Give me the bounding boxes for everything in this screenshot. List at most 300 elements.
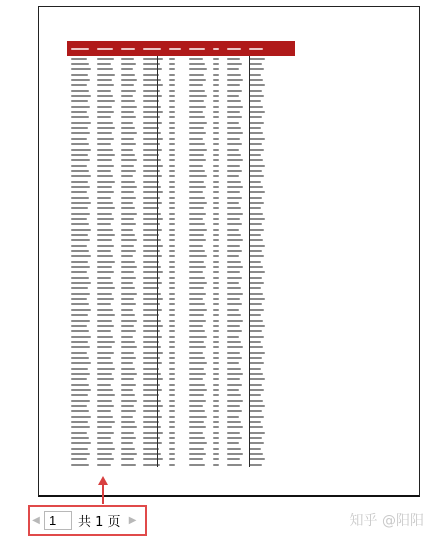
table-cell xyxy=(189,410,205,412)
table-cell xyxy=(227,437,242,439)
table-cell xyxy=(169,352,175,354)
table-cell xyxy=(71,74,88,76)
table-cell xyxy=(189,250,205,252)
table-cell xyxy=(189,143,205,145)
table-cell xyxy=(227,282,239,284)
table-cell xyxy=(97,437,111,439)
table-cell xyxy=(71,282,91,284)
table-cell xyxy=(249,170,262,172)
table-cell xyxy=(121,271,134,273)
table-cell xyxy=(249,90,262,92)
table-cell xyxy=(169,394,175,396)
table-cell xyxy=(249,378,265,380)
table-cell xyxy=(189,458,203,460)
table-cell xyxy=(121,384,136,386)
table-cell xyxy=(143,165,163,167)
table-header-row xyxy=(67,41,295,56)
table-cell xyxy=(97,453,112,455)
table-cell xyxy=(249,330,262,332)
table-cell xyxy=(249,357,262,359)
table-cell xyxy=(227,287,241,289)
table-cell xyxy=(213,266,219,268)
header-cell xyxy=(71,48,89,50)
table-cell xyxy=(121,293,137,295)
table-cell xyxy=(121,229,133,231)
table-cell xyxy=(71,400,90,402)
table-cell xyxy=(189,277,205,279)
table-cell xyxy=(227,149,239,151)
table-cell xyxy=(97,410,111,412)
table-cell xyxy=(249,255,264,257)
table-cell xyxy=(97,181,115,183)
table-cell xyxy=(213,154,219,156)
table-cell xyxy=(227,138,240,140)
table-cell xyxy=(121,154,135,156)
table-cell xyxy=(71,416,91,418)
table-cell xyxy=(169,186,175,188)
table-cell xyxy=(249,250,262,252)
table-cell xyxy=(249,100,261,102)
table-cell xyxy=(227,464,242,466)
table-cell xyxy=(227,213,243,215)
page-navigator xyxy=(28,505,147,536)
table-cell xyxy=(97,309,113,311)
table-cell xyxy=(227,111,240,113)
table-cell xyxy=(71,261,88,263)
table-cell xyxy=(227,277,242,279)
table-cell xyxy=(169,79,175,81)
table-cell xyxy=(249,132,263,134)
table-cell xyxy=(249,213,263,215)
table-cell xyxy=(189,266,206,268)
page-number-input[interactable] xyxy=(44,511,72,530)
table-cell xyxy=(121,245,134,247)
table-cell xyxy=(121,277,136,279)
table-cell xyxy=(189,90,205,92)
table-cell xyxy=(169,111,175,113)
table-cell xyxy=(169,170,175,172)
table-cell xyxy=(227,170,242,172)
table-cell xyxy=(143,293,161,295)
table-cell xyxy=(121,357,136,359)
table-cell xyxy=(213,389,219,391)
table-cell xyxy=(189,165,203,167)
table-cell xyxy=(227,132,243,134)
table-cell xyxy=(71,202,91,204)
table-cell xyxy=(189,341,204,343)
table-cell xyxy=(71,68,91,70)
table-cell xyxy=(97,255,113,257)
table-cell xyxy=(189,261,204,263)
table-cell xyxy=(249,464,262,466)
table-cell xyxy=(121,448,135,450)
table-cell xyxy=(189,154,204,156)
table-cell xyxy=(97,245,114,247)
table-cell xyxy=(189,79,206,81)
table-cell xyxy=(71,437,89,439)
table-cell xyxy=(121,421,135,423)
table-cell xyxy=(169,218,175,220)
table-cell xyxy=(71,314,88,316)
header-cell xyxy=(189,48,205,50)
table-cell xyxy=(189,293,206,295)
table-cell xyxy=(213,464,219,466)
table-cell xyxy=(249,325,265,327)
table-cell xyxy=(97,207,115,209)
table-cell xyxy=(213,384,219,386)
table-cell xyxy=(169,325,175,327)
table-cell xyxy=(213,143,219,145)
table-cell xyxy=(97,218,114,220)
table-cell xyxy=(249,79,263,81)
table-cell xyxy=(169,229,175,231)
table-cell xyxy=(169,106,175,108)
chevron-right-icon[interactable]: ▶ xyxy=(128,515,137,526)
table-cell xyxy=(213,245,219,247)
table-cell xyxy=(169,448,175,450)
table-cell xyxy=(71,79,90,81)
table-cell xyxy=(143,122,162,124)
table-cell xyxy=(169,293,175,295)
table-cell xyxy=(189,362,207,364)
table-cell xyxy=(249,116,262,118)
table-cell xyxy=(189,234,204,236)
table-cell xyxy=(143,159,161,161)
table-cell xyxy=(97,432,114,434)
table-cell xyxy=(249,453,263,455)
table-cell xyxy=(249,405,265,407)
table-cell xyxy=(169,416,175,418)
table-cell xyxy=(71,336,91,338)
table-cell xyxy=(227,122,239,124)
table-cell xyxy=(213,346,219,348)
table-cell xyxy=(71,410,89,412)
table-cell xyxy=(189,159,206,161)
table-cell xyxy=(213,314,219,316)
table-cell xyxy=(249,389,264,391)
table-cell xyxy=(189,464,205,466)
table-cell xyxy=(213,432,219,434)
table-cell xyxy=(169,127,175,129)
table-cell xyxy=(97,458,114,460)
table-cell xyxy=(213,309,219,311)
table-cell xyxy=(213,138,219,140)
table-cell xyxy=(97,426,112,428)
table-cell xyxy=(169,74,175,76)
table-cell xyxy=(249,432,265,434)
table-cell xyxy=(121,170,136,172)
table-cell xyxy=(169,458,175,460)
table-cell xyxy=(189,255,207,257)
table-cell xyxy=(227,410,242,412)
table-cell xyxy=(97,138,114,140)
table-cell xyxy=(71,405,87,407)
table-cell xyxy=(97,384,111,386)
table-cell xyxy=(227,314,241,316)
table-cell xyxy=(97,287,115,289)
table-cell xyxy=(121,165,134,167)
table-cell xyxy=(189,181,204,183)
table-cell xyxy=(121,143,136,145)
table-cell xyxy=(71,207,88,209)
table-cell xyxy=(169,405,175,407)
table-cell xyxy=(227,384,242,386)
table-cell xyxy=(189,95,207,97)
chevron-left-icon[interactable]: ◀ xyxy=(32,515,40,526)
table-cell xyxy=(169,191,175,193)
table-cell xyxy=(189,218,203,220)
table-cell xyxy=(71,384,89,386)
table-cell xyxy=(249,218,265,220)
table-cell xyxy=(213,84,219,86)
table-cell xyxy=(143,111,163,113)
table-cell xyxy=(71,116,89,118)
table-cell xyxy=(71,341,88,343)
table-cell xyxy=(169,314,175,316)
table-cell xyxy=(71,181,88,183)
table-cell xyxy=(97,448,115,450)
table-cell xyxy=(227,116,242,118)
table-cell xyxy=(227,181,241,183)
table-cell xyxy=(227,95,239,97)
table-cell xyxy=(71,84,87,86)
table-cell xyxy=(189,453,206,455)
table-cell xyxy=(169,234,175,236)
table-cell xyxy=(227,330,242,332)
table-cell xyxy=(169,442,175,444)
table-cell xyxy=(189,229,207,231)
table-cell xyxy=(71,58,87,60)
table-cell xyxy=(97,122,113,124)
table-cell xyxy=(121,132,137,134)
table-cell xyxy=(169,309,175,311)
table-cell xyxy=(143,132,161,134)
table-cell xyxy=(227,79,243,81)
table-cell xyxy=(227,165,240,167)
table-cell xyxy=(143,352,163,354)
table-cell xyxy=(97,400,112,402)
table-cell xyxy=(189,336,207,338)
table-cell xyxy=(227,127,241,129)
table-cell xyxy=(71,197,89,199)
table-cell xyxy=(227,357,242,359)
table-cell xyxy=(169,58,175,60)
table-cell xyxy=(227,448,241,450)
table-cell xyxy=(169,303,175,305)
table-cell xyxy=(213,197,219,199)
table-cell xyxy=(227,175,239,177)
table-cell xyxy=(121,303,136,305)
table-cell xyxy=(227,442,239,444)
table-cell xyxy=(189,314,204,316)
table-cell xyxy=(121,223,136,225)
table-cell xyxy=(227,239,243,241)
table-cell xyxy=(213,68,219,70)
table-cell xyxy=(71,325,87,327)
table-cell xyxy=(169,336,175,338)
table-cell xyxy=(249,149,264,151)
table-cell xyxy=(71,287,88,289)
table-cell xyxy=(71,320,90,322)
table-cell xyxy=(189,368,204,370)
table-cell xyxy=(97,325,114,327)
table-cell xyxy=(121,84,134,86)
table-cell xyxy=(143,458,163,460)
table-cell xyxy=(213,336,219,338)
table-cell xyxy=(227,234,241,236)
column-divider xyxy=(249,56,250,467)
table-cell xyxy=(249,303,262,305)
table-cell xyxy=(189,122,207,124)
table-cell xyxy=(121,346,137,348)
header-cell xyxy=(249,48,263,50)
table-cell xyxy=(121,255,133,257)
table-cell xyxy=(227,74,241,76)
table-cell xyxy=(97,421,115,423)
table-cell xyxy=(169,181,175,183)
table-cell xyxy=(71,357,89,359)
table-cell xyxy=(213,165,219,167)
total-pages-label: 共 1 页 xyxy=(78,515,121,530)
table-cell xyxy=(121,453,137,455)
table-cell xyxy=(227,202,239,204)
table-cell xyxy=(213,58,219,60)
table-cell xyxy=(143,325,163,327)
table-cell xyxy=(227,250,242,252)
table-cell xyxy=(97,79,112,81)
table-cell xyxy=(121,239,137,241)
table-cell xyxy=(227,223,242,225)
table-cell xyxy=(227,298,240,300)
table-cell xyxy=(189,394,204,396)
table-cell xyxy=(213,426,219,428)
table-cell xyxy=(227,186,243,188)
table-cell xyxy=(97,213,112,215)
table-cell xyxy=(169,223,175,225)
table-cell xyxy=(213,437,219,439)
table-cell xyxy=(213,320,219,322)
table-cell xyxy=(189,68,207,70)
table-cell xyxy=(189,111,203,113)
table-cell xyxy=(71,175,91,177)
table-cell xyxy=(189,213,206,215)
table-cell xyxy=(121,63,136,65)
table-cell xyxy=(121,336,133,338)
table-cell xyxy=(143,453,161,455)
table-cell xyxy=(97,362,113,364)
table-cell xyxy=(189,245,203,247)
table-cell xyxy=(143,149,162,151)
table-cell xyxy=(213,362,219,364)
table-cell xyxy=(227,426,243,428)
table-cell xyxy=(169,453,175,455)
table-cell xyxy=(121,400,137,402)
table-cell xyxy=(121,202,133,204)
table-cell xyxy=(213,175,219,177)
table-cell xyxy=(213,341,219,343)
table-cell xyxy=(189,346,206,348)
table-cell xyxy=(143,373,161,375)
table-cell xyxy=(97,416,113,418)
table-cell xyxy=(121,410,136,412)
table-cell xyxy=(249,394,261,396)
table-cell xyxy=(169,149,175,151)
table-cell xyxy=(71,293,90,295)
table-cell xyxy=(121,207,135,209)
table-cell xyxy=(71,298,87,300)
table-cell xyxy=(189,330,205,332)
table-cell xyxy=(121,352,134,354)
column-divider xyxy=(157,56,158,467)
header-cell xyxy=(213,48,219,50)
table-cell xyxy=(189,170,205,172)
table-cell xyxy=(213,303,219,305)
table-cell xyxy=(169,287,175,289)
table-cell xyxy=(189,432,203,434)
table-cell xyxy=(189,405,203,407)
table-cell xyxy=(213,149,219,151)
table-cell xyxy=(121,405,134,407)
table-cell xyxy=(143,138,163,140)
table-cell xyxy=(143,442,162,444)
table-cell xyxy=(249,277,262,279)
table-cell xyxy=(143,218,163,220)
table-cell xyxy=(97,229,113,231)
table-cell xyxy=(227,90,242,92)
table-cell xyxy=(121,68,133,70)
table-cell xyxy=(97,165,114,167)
table-cell xyxy=(213,229,219,231)
table-cell xyxy=(189,421,204,423)
table-cell xyxy=(249,410,262,412)
table-cell xyxy=(227,325,240,327)
watermark: 知乎 @阳阳 xyxy=(349,513,424,529)
table-cell xyxy=(227,58,240,60)
table-cell xyxy=(169,197,175,199)
table-cell xyxy=(189,116,205,118)
table-cell xyxy=(189,320,206,322)
table-cell xyxy=(213,394,219,396)
table-cell xyxy=(97,298,114,300)
table-cell xyxy=(213,293,219,295)
table-cell xyxy=(143,106,161,108)
table-cell xyxy=(249,138,265,140)
table-cell xyxy=(249,293,263,295)
table-cell xyxy=(249,416,264,418)
table-cell xyxy=(227,143,242,145)
table-cell xyxy=(143,84,163,86)
table-cell xyxy=(227,106,243,108)
table-cell xyxy=(213,74,219,76)
table-cell xyxy=(121,282,133,284)
table-cell xyxy=(71,191,87,193)
table-cell xyxy=(169,373,175,375)
header-cell xyxy=(169,48,181,50)
table-cell xyxy=(97,442,113,444)
table-cell xyxy=(143,58,163,60)
table-cell xyxy=(97,303,111,305)
table-cell xyxy=(121,287,135,289)
table-cell xyxy=(249,368,261,370)
table-cell xyxy=(143,239,161,241)
table-cell xyxy=(71,421,88,423)
table-cell xyxy=(143,389,162,391)
table-cell xyxy=(71,368,88,370)
table-cell xyxy=(227,336,239,338)
table-cell xyxy=(169,362,175,364)
table-cell xyxy=(143,175,162,177)
table-cell xyxy=(189,400,206,402)
